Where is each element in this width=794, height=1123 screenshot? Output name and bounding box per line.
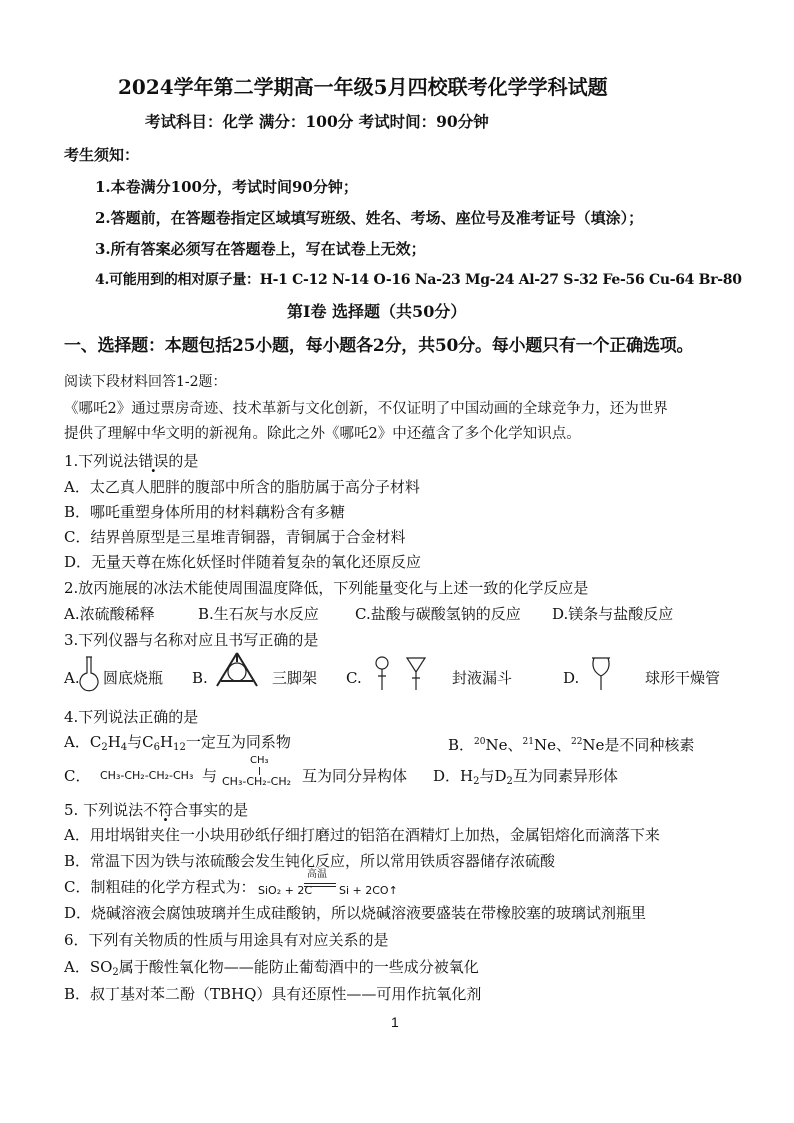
q1-option-d: D．无量天尊在炼化妖怪时伴随着复杂的氧化还原反应 (64, 553, 422, 571)
exam-info: 考试科目：化学 满分：100分 考试时间：90分钟 (145, 112, 489, 131)
q6-stem: 6．下列有关物质的性质与用途具有对应关系的是 (64, 931, 389, 949)
q1-emphasis: 错误 (138, 452, 169, 470)
q5-c-equals (304, 883, 336, 887)
notice-item-3: 3.所有答案必须写在答题卷上，写在试卷上无效； (95, 240, 426, 258)
notice-item-2: 2.答题前，在答题卷指定区域填写班级、姓名、考场、座位号及准考证号（填涂）； (95, 209, 644, 227)
reading-para-1: 《哪吒2》通过票房奇迹、技术革新与文化创新，不仅证明了中国动画的全球竞争力，还为世界 (64, 401, 668, 417)
q3-a-label: A. (64, 669, 80, 687)
q2-option-c: C.盐酸与碳酸氢钠的反应 (355, 605, 521, 623)
tripod-triangle-icon (213, 650, 261, 690)
q2-option-a: A.浓硫酸稀释 (64, 605, 155, 623)
q2-stem: 2.放丙施展的冰法术能使周围温度降低，下列能量变化与上述一致的化学反应是 (64, 579, 589, 597)
q4-option-c-label: C． (64, 767, 91, 785)
q4-option-a: A．$C_2H_4$与$C_6H_{12}$一定互为同系物 (64, 733, 291, 753)
q4-c-branch-chain: CH₃-CH₂-CH₂ (222, 775, 292, 788)
q5-c-condition: 高温 (307, 869, 327, 880)
q5-c-reactants: SiO₂ + 2C (258, 884, 312, 897)
q3-c-name: 封液漏斗 (452, 669, 513, 687)
reading-para-2: 提供了理解中华文明的新视角。除此之外《哪吒2》中还蕴含了多个化学知识点。 (64, 426, 581, 442)
section-title: 第Ⅰ卷 选择题（共50分） (287, 302, 467, 321)
notice-heading: 考生须知： (64, 146, 140, 164)
q5-option-c: C．制粗硅的化学方程式为： (64, 878, 256, 896)
q1-option-a: A．太乙真人肥胖的腹部中所含的脂肪属于高分子材料 (64, 478, 420, 496)
page-title: 2024学年第二学期高一年级5月四校联考化学学科试题 (118, 75, 608, 99)
part-title: 一、选择题：本题包括25小题，每小题各2分，共50分。每小题只有一个正确选项。 (64, 336, 694, 356)
q4-option-b: B．$^{20}$Ne、$^{21}$Ne、$^{22}$Ne是不同种核素 (448, 736, 695, 754)
q3-d-name: 球形干燥管 (645, 669, 721, 687)
q5-emphasis: 不符合 (143, 801, 189, 819)
separatory-funnel-icon (372, 654, 432, 694)
q1-option-b: B．哪吒重塑身体所用的材料藕粉含有多糖 (64, 503, 346, 521)
q5-c-products: Si + 2CO↑ (339, 884, 398, 897)
q2-option-b: B.生石灰与水反应 (198, 605, 319, 623)
page-number: 1 (391, 1014, 399, 1030)
q4-option-d: D．$H_2$与$D_2$互为同素异形体 (433, 767, 618, 787)
q5-option-b: B．常温下因为铁与浓硫酸会发生钝化反应，所以常用铁质容器储存浓硫酸 (64, 852, 556, 870)
q3-stem: 3.下列仪器与名称对应且书写正确的是 (64, 631, 319, 649)
notice-item-4: 4.可能用到的相对原子量：H-1 C-12 N-14 O-16 Na-23 Mg-24 Al-27 S-32 Fe-56 Cu-64 Br-80 (95, 272, 742, 288)
q4-c-post: 互为同分异构体 (302, 767, 408, 785)
q6-option-b: B．叔丁基对苯二酚（TBHQ）具有还原性——可用作抗氧化剂 (64, 985, 482, 1003)
q3-b-name: 三脚架 (272, 669, 318, 687)
q4-c-branch-methyl: CH₃ (250, 755, 269, 766)
q5-option-a: A．用坩埚钳夹住一小块用砂纸仔细打磨过的铝箔在酒精灯上加热，金属铝熔化而滴落下来 (64, 826, 660, 844)
reading-intro: 阅读下段材料回答1-2题： (64, 374, 227, 390)
q4-c-butane: CH₃-CH₂-CH₂-CH₃ (100, 769, 194, 782)
q3-b-label: B. (192, 669, 208, 687)
q4-stem: 4.下列说法正确的是 (64, 708, 199, 726)
q5-stem: 5. 下列说法不符合事实的是 (64, 801, 249, 819)
q3-c-label: C. (346, 669, 362, 687)
notice-item-1: 1.本卷满分100分，考试时间90分钟； (95, 178, 358, 196)
q3-d-label: D. (563, 669, 580, 687)
q5-option-d: D．烧碱溶液会腐蚀玻璃并生成硅酸钠，所以烧碱溶液要盛装在带橡胶塞的玻璃试剂瓶里 (64, 904, 647, 922)
q6-option-a: A．$SO_2$属于酸性氧化物——能防止葡萄酒中的一些成分被氧化 (64, 958, 479, 978)
q1-stem: 1.下列说法错误的是 (64, 452, 199, 470)
q2-option-d: D.镁条与盐酸反应 (552, 605, 674, 623)
q4-c-with: 与 (202, 767, 218, 785)
q1-option-c: C．结界兽原型是三星堆青铜器，青铜属于合金材料 (64, 528, 406, 546)
drying-tube-icon (588, 654, 614, 694)
q3-a-name: 圆底烧瓶 (103, 669, 164, 687)
round-bottom-flask-icon (78, 655, 100, 695)
